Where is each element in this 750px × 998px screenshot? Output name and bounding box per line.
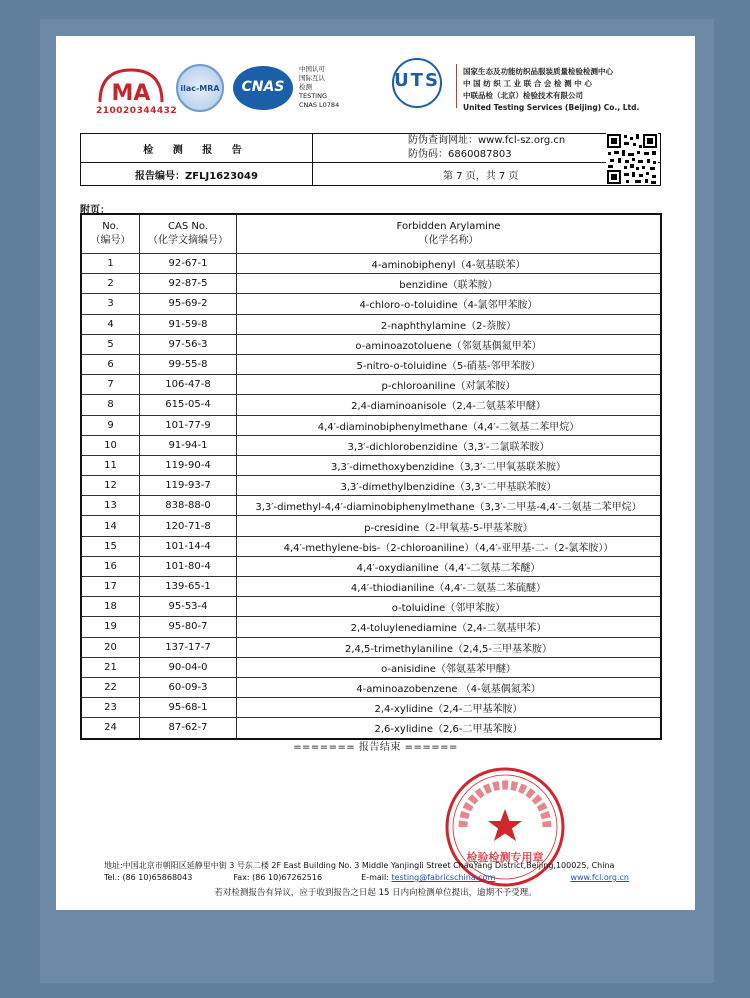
company-name-block (463, 66, 639, 114)
cell-name: o-toluidine（邻甲苯胺） (237, 597, 662, 617)
cell-name: o-aminoazotoluene（邻氨基偶氮甲苯） (237, 334, 662, 354)
table-row (81, 254, 661, 274)
cell-no: 7 (81, 375, 140, 395)
cell-no: 8 (81, 395, 140, 415)
report-end-marker: ======= 报告结束 ====== (293, 742, 458, 753)
table-row (81, 577, 661, 597)
report-number: 报告编号：ZFLJ1623049 (81, 163, 313, 186)
footer-fax: Fax: (86 10)67262516 (233, 873, 323, 882)
cell-no: 20 (81, 637, 140, 657)
cell-name: 4-chloro-o-toluidine（4-氯邻甲苯胺） (237, 294, 662, 314)
appendix-label: 附页： (80, 205, 110, 216)
verify-url: 防伪查询网址：www.fcl-sz.org.cn (408, 135, 566, 146)
cell-cas: 91-59-8 (140, 314, 237, 334)
cnas-info (299, 65, 339, 110)
report-page (56, 36, 695, 910)
footer-contact (104, 860, 629, 884)
cell-cas: 95-68-1 (140, 698, 237, 718)
cell-cas: 92-67-1 (140, 254, 237, 274)
footer-email-label: E-mail: (361, 873, 392, 882)
cell-name: 4,4′-diaminobiphenylmethane（4,4′-二氨基二苯甲烷） (237, 415, 662, 435)
footer-email-link[interactable]: testing@fabricschina.com (391, 873, 496, 882)
cell-name: o-anisidine（邻氨基苯甲醚） (237, 657, 662, 677)
cell-name: 4-aminoazobenzene （4-氨基偶氮苯） (237, 677, 662, 697)
uts-logo (392, 58, 442, 108)
footer-website-link[interactable]: www.fcl.org.cn (570, 873, 630, 882)
cell-name: 2,4-diaminoanisole（2,4-二氨基苯甲醚） (237, 395, 662, 415)
cell-no: 11 (81, 455, 140, 475)
footer-contact-line (104, 872, 629, 884)
cnas-line: 国际互认 (299, 74, 325, 82)
arylamine-table (80, 213, 662, 740)
ilac-text: ilac-MRA (180, 84, 220, 93)
cell-name: 2-naphthylamine（2-萘胺） (237, 314, 662, 334)
table-row (81, 496, 661, 516)
cell-cas: 87-62-7 (140, 718, 237, 739)
table-row (81, 354, 661, 374)
report-title: 检 测 报 告 (81, 134, 313, 163)
table-row (81, 516, 661, 536)
table-row (81, 455, 661, 475)
cnas-line: 中国认可 (299, 65, 325, 73)
table-row (81, 435, 661, 455)
table-row (81, 536, 661, 556)
col-header-name (237, 214, 662, 254)
company-line: United Testing Services (Beijing) Co., Ltd. (463, 103, 640, 112)
table-row (81, 415, 661, 435)
cell-cas: 139-65-1 (140, 577, 237, 597)
cnas-line: 检测 (299, 83, 312, 91)
cell-cas: 101-80-4 (140, 556, 237, 576)
cell-no: 9 (81, 415, 140, 435)
cell-cas: 106-47-8 (140, 375, 237, 395)
cell-no: 17 (81, 577, 140, 597)
cell-name: 3,3′-dimethylbenzidine（3,3′-二甲基联苯胺） (237, 476, 662, 496)
report-title-table (80, 133, 661, 186)
cell-name: 3,3′-dimethoxybenzidine（3,3′-二甲氧基联苯胺） (237, 455, 662, 475)
cell-cas: 119-93-7 (140, 476, 237, 496)
cell-no: 5 (81, 334, 140, 354)
table-row (81, 637, 661, 657)
cnas-logo (233, 66, 293, 110)
table-row (81, 395, 661, 415)
cell-name: 5-nitro-o-toluidine（5-硝基-邻甲苯胺） (237, 354, 662, 374)
cell-name: benzidine（联苯胺） (237, 274, 662, 294)
cell-cas: 97-56-3 (140, 334, 237, 354)
cell-cas: 91-94-1 (140, 435, 237, 455)
cell-no: 16 (81, 556, 140, 576)
cell-name: 2,4-xylidine（2,4-二甲基苯胺） (237, 698, 662, 718)
company-line: 中 国 纺 织 工 业 联 合 会 检 测 中 心 (463, 79, 592, 88)
cma-number: 210020344432 (96, 106, 178, 116)
cell-cas: 99-55-8 (140, 354, 237, 374)
cell-no: 15 (81, 536, 140, 556)
cell-no: 2 (81, 274, 140, 294)
footer-tel: Tel.: (86 10)65868043 (104, 873, 193, 882)
col-header-cas (140, 214, 237, 254)
cell-cas: 137-17-7 (140, 637, 237, 657)
table-row (81, 617, 661, 637)
header-en: CAS No. (168, 221, 208, 232)
qr-code (606, 133, 658, 185)
cell-no: 21 (81, 657, 140, 677)
header-zh: （化学文摘编号） (148, 235, 228, 246)
cell-name: 4-aminobiphenyl（4-氨基联苯） (237, 254, 662, 274)
page-info: 第 7 页，共 7 页 (313, 163, 661, 186)
table-row (81, 314, 661, 334)
cell-name: 2,6-xylidine（2,6-二甲基苯胺） (237, 718, 662, 739)
cell-no: 10 (81, 435, 140, 455)
cnas-text: CNAS (241, 79, 285, 95)
header-en: Forbidden Arylamine (396, 221, 501, 232)
table-row (81, 294, 661, 314)
cell-cas: 120-71-8 (140, 516, 237, 536)
footer-address: 地址:中国北京市朝阳区延静里中街 3 号东二楼 2F East Building No. 3 Middle Yanjingli Street ChaoYang District,Beijing,100025, China (104, 861, 615, 870)
cell-cas: 101-77-9 (140, 415, 237, 435)
header-divider (456, 64, 457, 108)
cell-cas: 615-05-4 (140, 395, 237, 415)
col-header-no (81, 214, 140, 254)
table-row (81, 597, 661, 617)
cell-cas: 90-04-0 (140, 657, 237, 677)
cell-cas: 92-87-5 (140, 274, 237, 294)
header-zh: （编号） (90, 235, 131, 246)
cell-cas: 95-80-7 (140, 617, 237, 637)
table-header-row (81, 214, 661, 254)
cell-no: 4 (81, 314, 140, 334)
table-row (81, 698, 661, 718)
cell-cas: 60-09-3 (140, 677, 237, 697)
cell-name: 2,4,5-trimethylaniline（2,4,5-三甲基苯胺） (237, 637, 662, 657)
cell-name: 4,4′-oxydianiline（4,4′-二氨基二苯醚） (237, 556, 662, 576)
cell-cas: 119-90-4 (140, 455, 237, 475)
cell-no: 6 (81, 354, 140, 374)
ilac-mra-logo (176, 64, 224, 112)
cell-no: 13 (81, 496, 140, 516)
cell-no: 23 (81, 698, 140, 718)
table-row (81, 556, 661, 576)
cell-no: 22 (81, 677, 140, 697)
header-zh: （化学名称） (418, 235, 479, 246)
cell-name: 4,4′-methylene-bis-（2-chloroaniline）（4,4′-亚甲基-二-（2-氯苯胺）） (237, 536, 662, 556)
cell-no: 1 (81, 254, 140, 274)
report-header (56, 36, 695, 116)
cell-no: 12 (81, 476, 140, 496)
cell-cas: 95-69-2 (140, 294, 237, 314)
company-line: 国家生态及功能纺织品服装质量检验检测中心 (463, 67, 613, 76)
table-row (81, 274, 661, 294)
table-row (81, 334, 661, 354)
cell-name: 2,4-toluylenediamine（2,4-二氨基甲苯） (237, 617, 662, 637)
cell-no: 3 (81, 294, 140, 314)
footer-notice: 若对检测报告有异议，应于收到报告之日起 15 日内向检测单位提出，逾期不予受理。 (214, 888, 537, 898)
table-row (81, 677, 661, 697)
company-line: 中联品检（北京）检验技术有限公司 (463, 91, 583, 100)
table-row (81, 718, 661, 739)
header-en: No. (102, 221, 119, 232)
cell-no: 14 (81, 516, 140, 536)
cnas-line: TESTING (299, 92, 327, 100)
cell-no: 18 (81, 597, 140, 617)
svg-text:检验检测专用章: 检验检测专用章 (466, 851, 544, 864)
cell-name: 3,3′-dichlorobenzidine（3,3′-二氯联苯胺） (237, 435, 662, 455)
cell-cas: 95-53-4 (140, 597, 237, 617)
cell-cas: 838-88-0 (140, 496, 237, 516)
cell-name: 4,4′-thiodianiline（4,4′-二氨基二苯硫醚） (237, 577, 662, 597)
cell-name: p-chloroaniline（对氯苯胺） (237, 375, 662, 395)
uts-text: UTS (394, 70, 440, 91)
cnas-line: CNAS L0784 (299, 101, 340, 109)
cell-no: 19 (81, 617, 140, 637)
cma-text: MA (111, 81, 151, 106)
verify-code: 防伪码：6860087803 (408, 149, 512, 160)
cell-no: 24 (81, 718, 140, 739)
cell-name: 3,3′-dimethyl-4,4′-diaminobiphenylmethane（3,3′-二甲基-4,4′-二氨基二苯甲烷） (237, 496, 662, 516)
cell-cas: 101-14-4 (140, 536, 237, 556)
table-row (81, 476, 661, 496)
table-row (81, 657, 661, 677)
table-row (81, 375, 661, 395)
cell-name: p-cresidine（2-甲氧基-5-甲基苯胺） (237, 516, 662, 536)
